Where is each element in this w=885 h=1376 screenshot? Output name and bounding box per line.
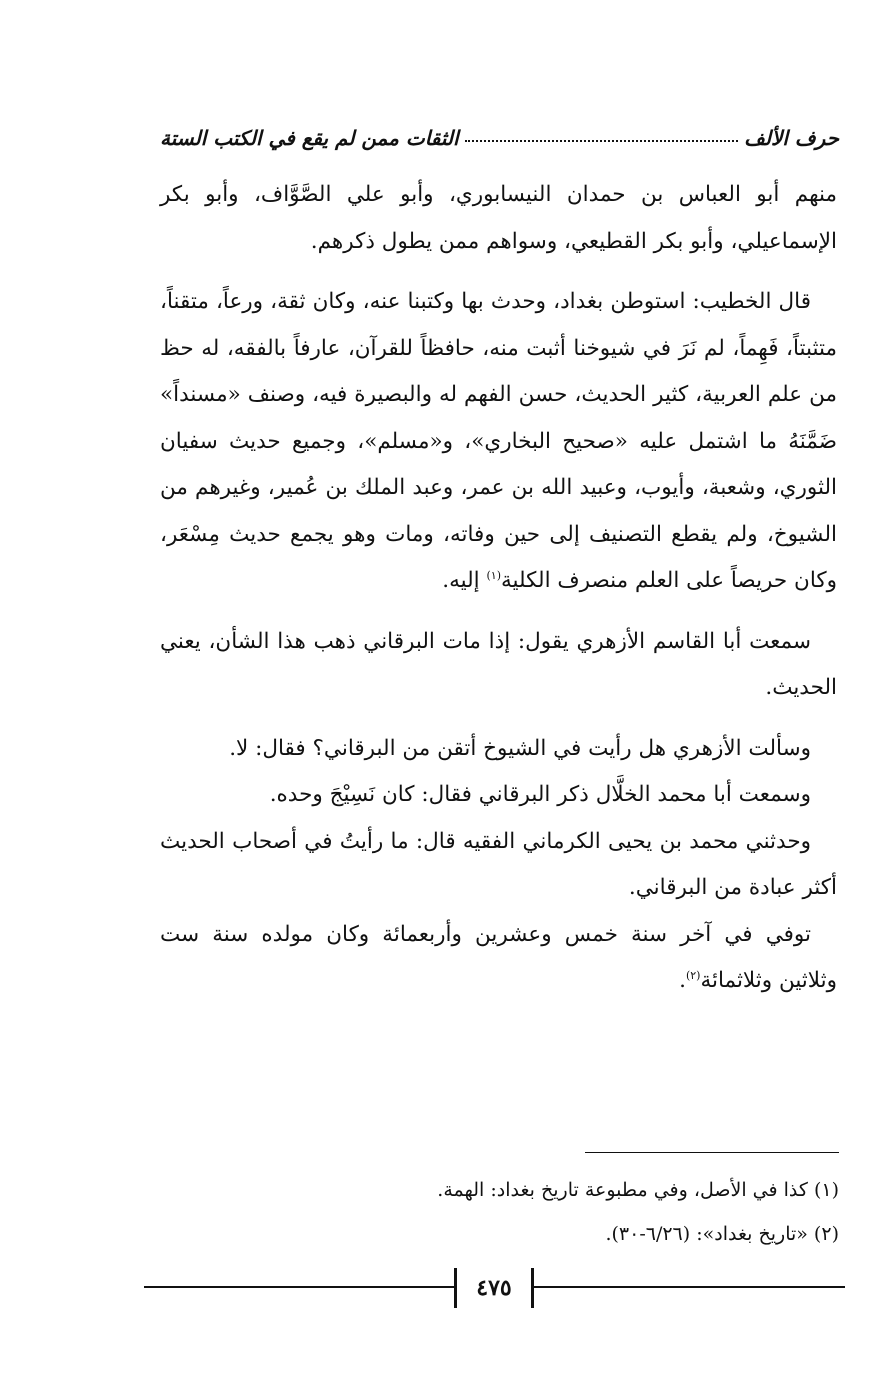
header-title: الثقات ممن لم يقع في الكتب الستة: [160, 126, 459, 150]
paragraph-tail: إليه.: [442, 568, 480, 593]
paragraph: وسمعت أبا محمد الخلَّال ذكر البرقاني فقال: كان نَسِيْجَ وحده.: [269, 782, 811, 807]
folio-rule-right: [534, 1286, 845, 1288]
paragraph: سمعت أبا القاسم الأزهري يقول: إذا مات البرقاني ذهب هذا الشأن، يعني الحديث.: [160, 628, 837, 700]
paragraph-text: قال الخطيب: استوطن بغداد، وحدث بها وكتبنا عنه، وكان ثقة، ورعاً، متقناً، متثبتاً، فَهِماً، لم نَرَ في شيوخنا أثبت منه، حافظاً للقرآن، عارفاً بالفقه، له حظ من علم العربية، كثير الحديث، حسن الفهم له والبصيرة فيه، وصنف «مسنداً» ضَمَّنَهُ ما اشتمل عليه «صحيح البخاري»، و«مسلم»، وجميع حديث سفيان الثوري، وشعبة، وأيوب، وعبيد الله بن عمر، وعبد الملك بن عُمير، وغيرهم من الشيوخ، ولم يقطع التصنيف إلى حين وفاته، ومات وهو يجمع حديث مِسْعَر، وكان حريصاً على العلم منصرف الكلية: [160, 289, 837, 593]
paragraph: [160, 912, 837, 1005]
main-text: [160, 172, 837, 1005]
header-section: حرف الألف: [744, 126, 839, 150]
paragraph: وحدثني محمد بن يحيى الكرماني الفقيه قال: ما رأيتُ في أصحاب الحديث أكثر عبادة من البرقاني.: [160, 828, 837, 900]
footnote-separator: [585, 1152, 839, 1153]
paragraph-text: توفي في آخر سنة خمس وعشرين وأربعمائة وكان مولده سنة ست وثلاثين وثلاثمائة: [160, 921, 837, 993]
footnote: (٢) «تاريخ بغداد»: (٦/٢٦-٣٠).: [605, 1223, 839, 1245]
paragraph-tail: .: [679, 968, 686, 993]
paragraph: [160, 279, 837, 605]
dotted-leader: [465, 140, 739, 142]
footnote-ref: (٢): [685, 968, 701, 982]
running-header: [160, 112, 839, 150]
folio-rule-left: [144, 1286, 454, 1288]
paragraph: منهم أبو العباس بن حمدان النيسابوري، وأبو علي الصَّوَّاف، وأبو بكر الإسماعيلي، وأبو بكر القطيعي، وسواهم ممن يطول ذكرهم.: [160, 182, 837, 254]
page-number: ٤٧٥: [454, 1268, 534, 1308]
footnotes: [300, 1168, 839, 1256]
footnote-ref: (١): [486, 568, 502, 582]
paragraph: وسألت الأزهري هل رأيت في الشيوخ أتقن من البرقاني؟ فقال: لا.: [229, 735, 811, 761]
footnote: (١) كذا في الأصل، وفي مطبوعة تاريخ بغداد: الهمة.: [437, 1179, 839, 1201]
